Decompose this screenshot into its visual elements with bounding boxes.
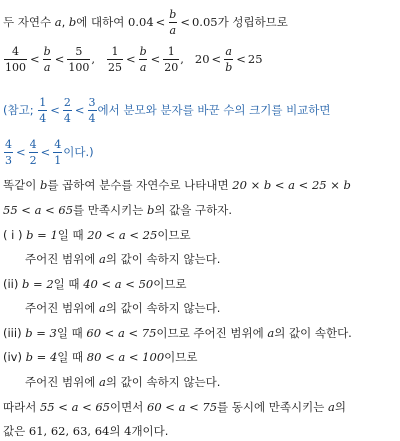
- number: 20: [194, 52, 210, 66]
- text: ,: [61, 15, 69, 29]
- fraction: $\frac{4}{1}$: [54, 138, 62, 167]
- fraction: $\frac{b}{a}$: [43, 45, 51, 74]
- line-note-cont: $\frac{4}{3}$ < $\frac{4}{2}$ < $\frac{4}{1}$ 이다.): [5, 138, 94, 167]
- line-inequalities: $\frac{4}{100}$ < $\frac{b}{a}$ < $\frac{5}{100}$ , $\frac{1}{25}$ < $\frac{b}{a}$ < $\frac{1}{20}$ , 20 < $\frac{a}{b}$ < 25: [5, 45, 263, 74]
- case-label: (ii): [3, 277, 19, 291]
- case-label: (iii): [3, 326, 22, 340]
- line-note: (참고; $\frac{1}{4}$ < $\frac{2}{4}$ < $\frac{3}{4}$ 에서 분모와 분자를 바꾼 수의 크기를 비교하면: [3, 96, 331, 125]
- case-1: ( i ) b = 1일 때 20 < a < 25이므로: [3, 228, 191, 242]
- number: 25: [247, 52, 263, 66]
- case-1-result: 주어진 범위에 a의 값이 속하지 않는다.: [25, 252, 221, 266]
- line-condition: [3, 8, 288, 37]
- text: 가 성립하므로: [217, 15, 288, 29]
- line-answer: 값은 61, 62, 63, 64의 4개이다.: [3, 424, 169, 438]
- less-than: <: [155, 15, 166, 29]
- answer-count: 4: [124, 424, 132, 438]
- case-2: (ii) b = 2일 때 40 < a < 50이므로: [3, 277, 187, 291]
- case-label: (iv): [3, 350, 22, 364]
- math-expression: 55 < a < 65: [3, 203, 74, 217]
- note-open: (참고;: [3, 103, 38, 117]
- text: 에서 분모와 분자를 바꾼 수의 크기를 비교하면: [97, 103, 331, 117]
- note-close: 이다.): [63, 145, 94, 159]
- case-4: (iv) b = 4일 때 80 < a < 100이므로: [3, 350, 198, 364]
- fraction: $\frac{4}{100}$: [5, 45, 26, 74]
- answer-values: 61, 62, 63, 64: [28, 424, 110, 438]
- fraction: $\frac{4}{2}$: [29, 138, 37, 167]
- fraction: $\frac{b}{a}$: [169, 8, 177, 37]
- less-than: <: [180, 15, 190, 29]
- case-3: (iii) b = 3일 때 60 < a < 75이므로 주어진 범위에 a의 값이 속한다.: [3, 326, 352, 340]
- fraction: $\frac{2}{4}$: [63, 96, 71, 125]
- fraction: $\frac{1}{4}$: [39, 96, 47, 125]
- fraction: $\frac{1}{25}$: [107, 45, 122, 74]
- case-4-result: 주어진 범위에 a의 값이 속하지 않는다.: [25, 375, 221, 389]
- fraction: $\frac{b}{a}$: [139, 45, 147, 74]
- text: 에 대하여: [76, 15, 129, 29]
- var-b: b: [68, 15, 77, 29]
- fraction: $\frac{1}{20}$: [164, 45, 179, 74]
- number: 0.04: [128, 15, 154, 29]
- fraction: $\frac{a}{b}$: [225, 45, 233, 74]
- math-expression: 20 × b < a < 25 × b: [232, 178, 351, 192]
- text: 두 자연수: [3, 15, 55, 29]
- line-range: 55 < a < 65를 만족시키는 b의 값을 구하자.: [3, 203, 232, 217]
- var-a: a: [54, 15, 62, 29]
- line-conclusion: 따라서 55 < a < 65이면서 60 < a < 75를 동시에 만족시키는 a의: [3, 400, 346, 414]
- number: 0.05: [191, 15, 218, 29]
- line-multiply: 똑같이 b를 곱하여 분수를 자연수로 나타내면 20 × b < a < 25 × b: [3, 178, 351, 192]
- fraction: $\frac{3}{4}$: [88, 96, 96, 125]
- case-label: ( i ): [3, 228, 23, 242]
- fraction: $\frac{4}{3}$: [5, 138, 12, 167]
- fraction: $\frac{5}{100}$: [68, 45, 90, 74]
- case-2-result: 주어진 범위에 a의 값이 속하지 않는다.: [25, 301, 221, 315]
